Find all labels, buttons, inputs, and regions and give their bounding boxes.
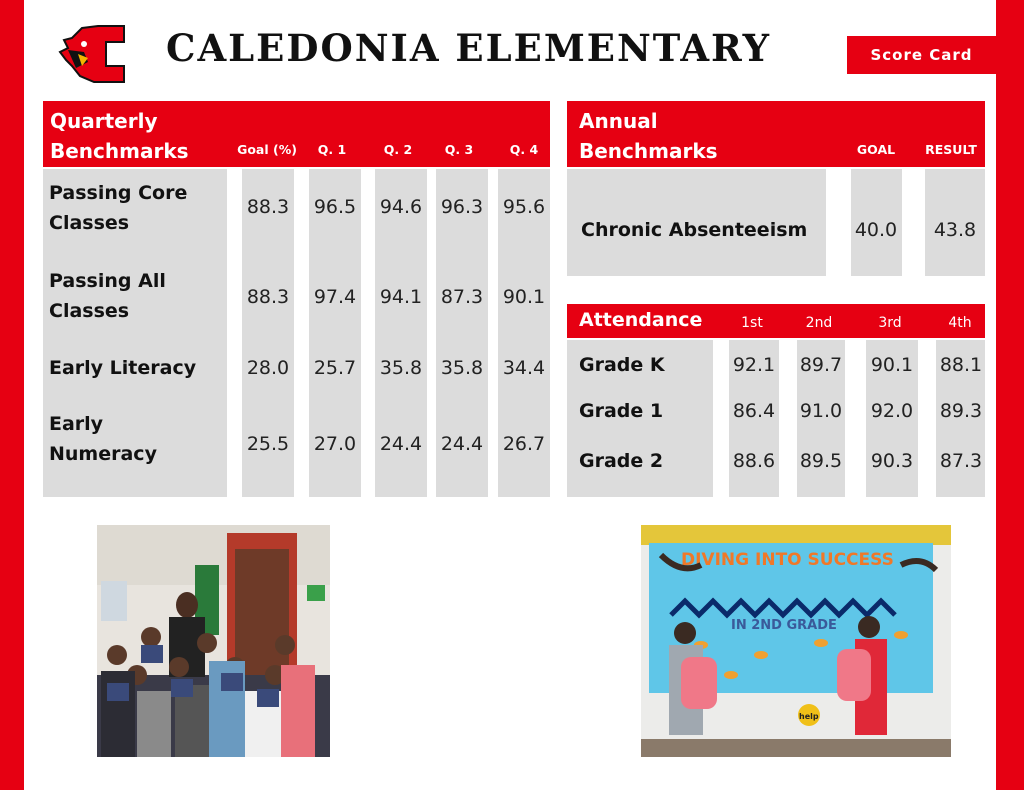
attendance-cell: 88.1 [939,354,983,376]
quarterly-cell: 96.5 [313,196,357,218]
quarterly-cell: 94.6 [379,196,423,218]
quarterly-cell: 26.7 [502,433,546,455]
attendance-cell: 92.0 [870,400,914,422]
cardinal-logo-icon [58,22,128,88]
quarterly-row-label: Passing Core Classes [49,182,188,234]
attendance-row-label: Grade K [579,354,665,376]
attendance-col-2nd: 2nd [805,315,833,331]
attendance-cell: 89.3 [939,400,983,422]
quarterly-row-label: Early Literacy [49,357,197,379]
quarterly-cell: 87.3 [440,286,484,308]
quarterly-cell: 24.4 [379,433,423,455]
attendance-cell: 90.1 [870,354,914,376]
quarterly-col-q1: Q. 1 [317,142,347,157]
quarterly-col-q3: Q. 3 [444,142,474,157]
attendance-title: Attendance [579,309,703,331]
quarterly-cell: 25.5 [246,433,290,455]
quarterly-cell: 25.7 [313,357,357,379]
classroom-photo [97,525,330,757]
quarterly-cell: 35.8 [379,357,423,379]
attendance-cell: 89.7 [799,354,843,376]
attendance-cell: 90.3 [870,450,914,472]
quarterly-cell: 27.0 [313,433,357,455]
attendance-cell: 89.5 [799,450,843,472]
quarterly-col-goal: Goal (%) [237,142,297,157]
quarterly-col-q2: Q. 2 [383,142,413,157]
attendance-cell: 88.6 [732,450,776,472]
attendance-cell: 87.3 [939,450,983,472]
quarterly-cell: 35.8 [440,357,484,379]
quarterly-col-q4: Q. 4 [509,142,539,157]
quarterly-cell: 88.3 [246,196,290,218]
bulletin-heading: DIVING INTO SUCCESS [681,550,894,570]
attendance-col-1st: 1st [741,315,763,331]
quarterly-cell: 28.0 [246,357,290,379]
attendance-col-4th: 4th [948,315,972,331]
score-card-badge: Score Card [847,36,996,74]
annual-col-result: RESULT [925,142,977,157]
quarterly-cell: 34.4 [502,357,546,379]
annual-col-goal: GOAL [856,142,896,157]
quarterly-cell: 96.3 [440,196,484,218]
school-title: CALEDONIA ELEMENTARY [166,26,772,70]
attendance-row-label: Grade 1 [579,400,664,422]
quarterly-cell: 97.4 [313,286,357,308]
quarterly-row-label: Passing All Classes [49,270,166,322]
quarterly-cell: 88.3 [246,286,290,308]
bulletin-subheading: IN 2ND GRADE [731,618,837,633]
attendance-cell: 91.0 [799,400,843,422]
left-accent-bar [0,0,24,790]
annual-row-label: Chronic Absenteeism [581,219,808,241]
quarterly-cell: 24.4 [440,433,484,455]
bulletin-board-photo [641,525,951,757]
right-accent-bar [996,0,1024,790]
quarterly-title: Quarterly Benchmarks [50,109,189,163]
annual-cell: 43.8 [933,219,977,241]
quarterly-cell: 94.1 [379,286,423,308]
annual-cell: 40.0 [854,219,898,241]
quarterly-row-label: Early Numeracy [49,413,157,465]
annual-title: Annual Benchmarks [579,109,718,163]
help-sign: help [799,712,819,721]
quarterly-cell: 95.6 [502,196,546,218]
attendance-col-3rd: 3rd [878,315,902,331]
attendance-cell: 92.1 [732,354,776,376]
attendance-row-label: Grade 2 [579,450,664,472]
quarterly-cell: 90.1 [502,286,546,308]
attendance-cell: 86.4 [732,400,776,422]
